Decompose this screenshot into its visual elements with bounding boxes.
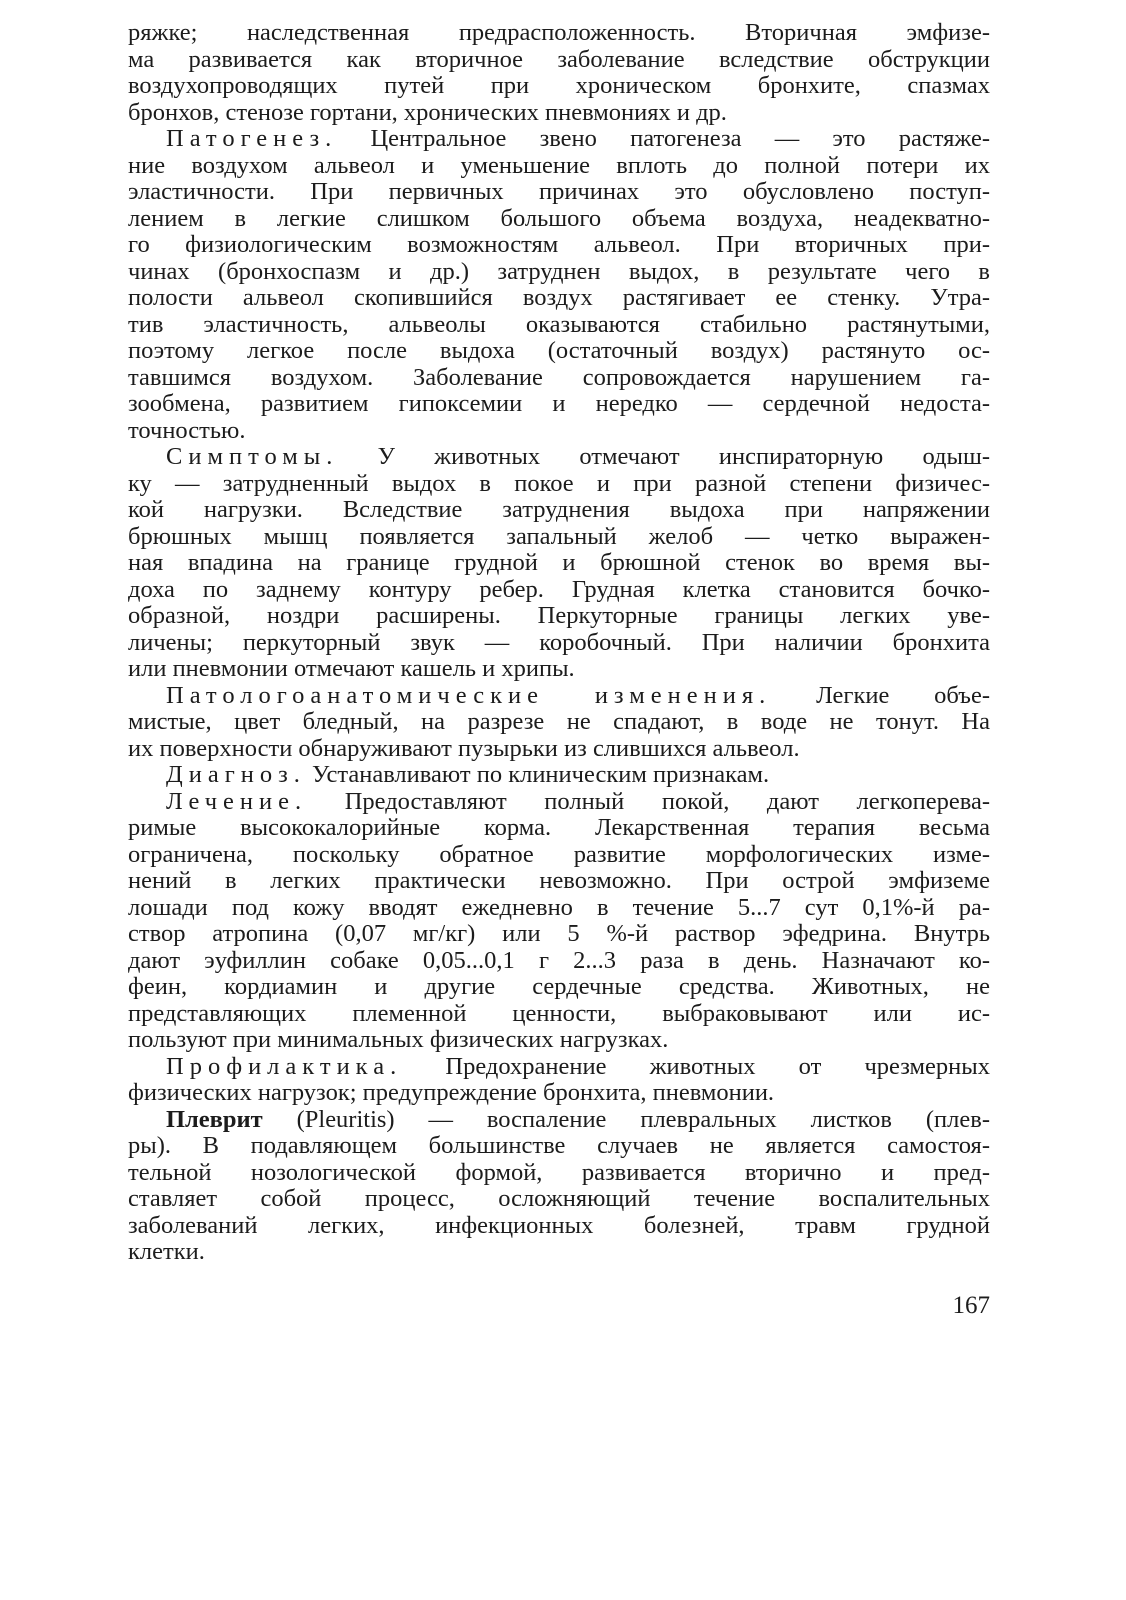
- text-line: брюшных мышц появляется запальный желоб — четко выражен-: [128, 523, 990, 550]
- text-line: [128, 444, 990, 471]
- text-line: представляющих племенной ценности, выбраковывают или ис-: [128, 1000, 990, 1027]
- text-line: тавшимся воздухом. Заболевание сопровождается нарушением га-: [128, 364, 990, 391]
- text-line: ная впадина на границе грудной и брюшной стенок во время вы-: [128, 550, 990, 576]
- text-line: ры). В подавляющем большинстве случаев не является самостоя-: [128, 1133, 990, 1159]
- text-fragment: Предоставляют полный покой, дают легкоперева-: [307, 788, 990, 815]
- text-line: личены; перкуторный звук — коробочный. При наличии бронхита: [128, 629, 990, 656]
- text-fragment: Легкие объе-: [771, 682, 990, 709]
- section-heading: Диагноз.: [166, 762, 306, 788]
- text-line: нений в легких практически невозможно. При острой эмфиземе: [128, 868, 990, 894]
- disease-term: Плеврит: [166, 1106, 263, 1133]
- text-line: тельной нозологической формой, развивается вторично и пред-: [128, 1159, 990, 1186]
- text-line: римые высококалорийные корма. Лекарственная терапия весьма: [128, 815, 990, 841]
- text-line: [128, 683, 990, 710]
- section-heading: Патогенез.: [166, 126, 338, 152]
- text-line: ограничена, поскольку обратное развитие морфологических изме-: [128, 841, 990, 868]
- text-line: ние воздухом альвеол и уменьшение вплоть до полной потери их: [128, 152, 990, 179]
- paragraph-pleuritis: [128, 1107, 990, 1266]
- text-line: доха по заднему контуру ребер. Грудная клетка становится бочко-: [128, 576, 990, 603]
- text-line: [128, 1054, 990, 1081]
- text-line: физических нагрузок; предупреждение бронхита, пневмонии.: [128, 1080, 775, 1106]
- text-line: заболеваний легких, инфекционных болезней, травм грудной: [128, 1212, 990, 1239]
- section-heading: Патологоанатомические изменения.: [166, 682, 772, 709]
- text-line: [128, 1107, 990, 1134]
- text-fragment: У животных отмечают инспираторную одыш-: [338, 444, 990, 470]
- text-line: ставляет собой процесс, осложняющий течение воспалительных: [128, 1186, 990, 1212]
- text-line: зообмена, развитием гипоксемии и нередко — сердечной недоста-: [128, 391, 990, 417]
- text-line: бронхов, стенозе гортани, хронических пневмониях и др.: [128, 99, 727, 126]
- text-line: поэтому легкое после выдоха (остаточный воздух) растянуто ос-: [128, 338, 990, 364]
- text-line: пользуют при минимальных физических нагрузках.: [128, 1027, 669, 1053]
- text-line: ма развивается как вторичное заболевание вследствие обструкции: [128, 46, 990, 73]
- text-line: полости альвеол скопившийся воздух растягивает ее стенку. Утра-: [128, 285, 990, 311]
- text-line: воздухопроводящих путей при хроническом бронхите, спазмах: [128, 73, 990, 99]
- text-line: [128, 126, 990, 153]
- text-line: кой нагрузки. Вследствие затруднения выдоха при напряжении: [128, 497, 990, 523]
- paragraph-symptoms: [128, 444, 990, 683]
- paragraph-treatment: [128, 789, 990, 1054]
- text-line: створ атропина (0,07 мг/кг) или 5 %-й раствор эфедрина. Внутрь: [128, 921, 990, 947]
- text-line: мистые, цвет бледный, на разрезе не спадают, в воде не тонут. На: [128, 709, 990, 735]
- text-line: дают эуфиллин собаке 0,05...0,1 г 2...3 раза в день. Назначают ко-: [128, 947, 990, 974]
- text-line: их поверхности обнаруживают пузырьки из слившихся альвеол.: [128, 735, 800, 762]
- section-heading: Профилактика.: [166, 1053, 403, 1080]
- paragraph-diagnosis: [128, 762, 990, 789]
- text-line: лошади под кожу вводят ежедневно в течение 5...7 сут 0,1%-й ра-: [128, 894, 990, 921]
- text-line: ку — затрудненный выдох в покое и при разной степени физичес-: [128, 470, 990, 497]
- text-line: или пневмонии отмечают кашель и хрипы.: [128, 656, 575, 682]
- text-line: образной, ноздри расширены. Перкуторные границы легких уве-: [128, 603, 990, 629]
- text-line: феин, кордиамин и другие сердечные средства. Животных, не: [128, 974, 990, 1000]
- section-heading: Симптомы.: [166, 444, 339, 470]
- text-line: ряжке; наследственная предрасположенность. Вторичная эмфизе-: [128, 20, 990, 46]
- text-fragment: Устанавливают по клиническим признакам.: [305, 762, 770, 788]
- section-heading: Лечение.: [166, 788, 308, 815]
- text-line: клетки.: [128, 1239, 205, 1265]
- text-fragment: Предохранение животных от чрезмерных: [402, 1053, 990, 1080]
- paragraph-prevention: [128, 1054, 990, 1107]
- paragraph-pathogenesis: [128, 126, 990, 444]
- page-number: 167: [952, 1292, 990, 1319]
- text-line: [128, 762, 990, 789]
- text-line: точностью.: [128, 417, 246, 444]
- text-fragment: (Pleuritis) — воспаление плевральных листков (плев-: [262, 1106, 990, 1133]
- text-line: тив эластичность, альвеолы оказываются стабильно растянутыми,: [128, 311, 990, 338]
- text-line: эластичности. При первичных причинах это обусловлено поступ-: [128, 179, 990, 205]
- text-line: чинах (бронхоспазм и др.) затруднен выдох, в результате чего в: [128, 258, 990, 285]
- text-line: лением в легкие слишком большого объема воздуха, неадекватно-: [128, 205, 990, 232]
- text-line: [128, 789, 990, 816]
- page-body: [128, 20, 990, 1266]
- text-line: го физиологическим возможностям альвеол. При вторичных при-: [128, 232, 990, 258]
- paragraph-emphysema-cause: [128, 20, 990, 126]
- text-fragment: Центральное звено патогенеза — это растяже-: [337, 126, 990, 152]
- paragraph-pathology: [128, 683, 990, 763]
